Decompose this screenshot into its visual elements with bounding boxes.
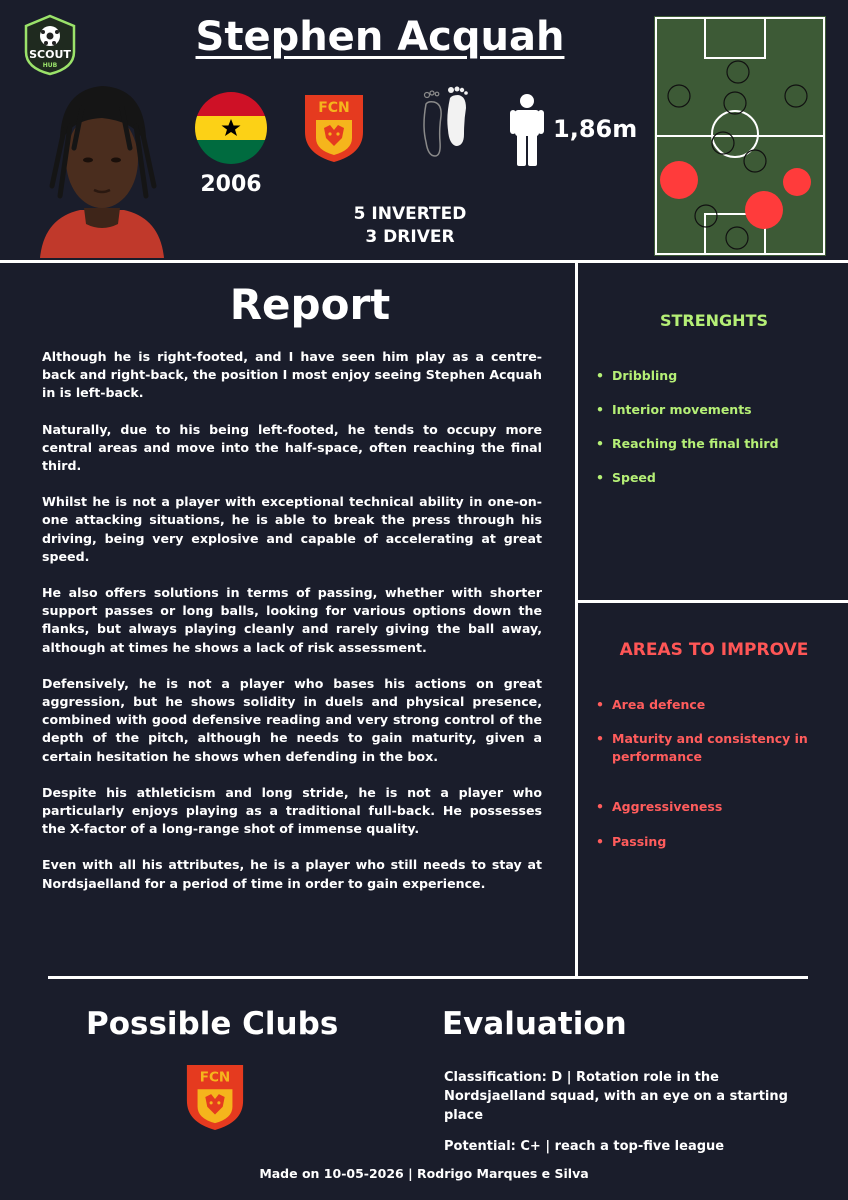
possible-clubs-heading: Possible Clubs	[86, 1006, 339, 1042]
fcn-crest-icon	[184, 1060, 246, 1134]
role-primary: 5 INVERTED	[353, 204, 467, 224]
evaluation-heading: Evaluation	[442, 1006, 627, 1042]
strength-item: • Dribbling	[596, 368, 828, 384]
feet-icon	[414, 86, 474, 160]
position-pitch-map	[654, 16, 826, 256]
evaluation-text	[444, 1068, 824, 1168]
report-paragraph: Although he is right-footed, and I have seen him play as a centre-back and right-back, the position I most enjoy seeing Stephen Acquah in is left-back.	[42, 349, 542, 401]
improve-item: • Aggressiveness	[596, 798, 832, 816]
report-sidebar-divider	[575, 260, 578, 977]
ghana-flag-icon	[195, 92, 267, 164]
highlight-left-back	[660, 161, 698, 199]
logo-text: SCOUT	[29, 48, 71, 61]
logo-subtext: HUB	[42, 62, 58, 69]
birth-year: 2006	[200, 172, 262, 197]
player-name: Stephen Acquah	[195, 14, 565, 60]
report-body	[42, 348, 542, 911]
player-height: 1,86m	[553, 115, 638, 143]
scout-hub-logo	[22, 14, 78, 76]
improve-item: • Passing	[596, 833, 832, 851]
strength-item: • Interior movements	[596, 402, 828, 418]
improve-item: • Area defence	[596, 696, 832, 714]
crest-text: FCN	[199, 1069, 231, 1086]
report-paragraph: Naturally, due to his being left-footed, he tends to occupy more central areas and move into the half-space, often reaching the final third.	[42, 421, 542, 474]
bottom-divider	[48, 976, 808, 979]
report-paragraph: He also offers solutions in terms of passing, whether with shorter support passes or long balls, looking for various options down the flanks, but always playing cleanly and rarely giving the ball away, although at times he shows a lack of risk assessment.	[42, 585, 542, 655]
report-paragraph: Whilst he is not a player with exceptional technical ability in one-on-one attacking situations, he is able to break the press through his driving, being very explosive and capable of accelerating at great speed.	[42, 494, 542, 564]
person-icon	[509, 94, 545, 166]
report-paragraph: Defensively, he is not a player who bases his actions on great aggression, but he shows solidity in duels and physical presence, combined with good defensive reading and very strong control of the depth of the pitch, although he needs to gain maturity, given a certain hesitation he shows when defending in the box.	[42, 675, 542, 764]
improve-list	[596, 696, 832, 851]
highlight-centre-back	[745, 191, 783, 229]
header-divider	[0, 260, 848, 263]
improve-item: • Maturity and consistency in performance	[596, 730, 832, 766]
footer-credit: Made on 10-05-2026 | Rodrigo Marques e Silva	[259, 1166, 589, 1181]
player-roles	[320, 203, 500, 249]
player-photo	[22, 68, 182, 258]
classification-text: Classification: D | Rotation role in the Nordsjaelland squad, with an eye on a starting place	[444, 1070, 788, 1123]
report-paragraph: Despite his athleticism and long stride, he is not a player who particularly enjoys playing as a traditional full-back. He possesses the X-factor of a long-range shot of immense quality.	[42, 784, 542, 837]
report-paragraph: Even with all his attributes, he is a player who still needs to stay at Nordsjaelland for a period of time in order to gain experience.	[42, 857, 542, 891]
fcn-crest-icon	[302, 92, 366, 164]
sidebar-divider	[575, 600, 848, 603]
role-secondary: 3 DRIVER	[365, 227, 455, 247]
strength-item: • Speed	[596, 470, 828, 486]
strengths-list	[596, 368, 828, 504]
crest-text: FCN	[318, 100, 350, 116]
highlight-right-back	[783, 168, 811, 196]
strength-item: • Reaching the final third	[596, 436, 828, 452]
improve-heading: AREAS TO IMPROVE	[619, 640, 809, 660]
report-heading: Report	[229, 280, 391, 329]
potential-text: Potential: C+ | reach a top-five league	[444, 1139, 725, 1154]
strengths-heading: STRENGHTS	[659, 311, 769, 330]
